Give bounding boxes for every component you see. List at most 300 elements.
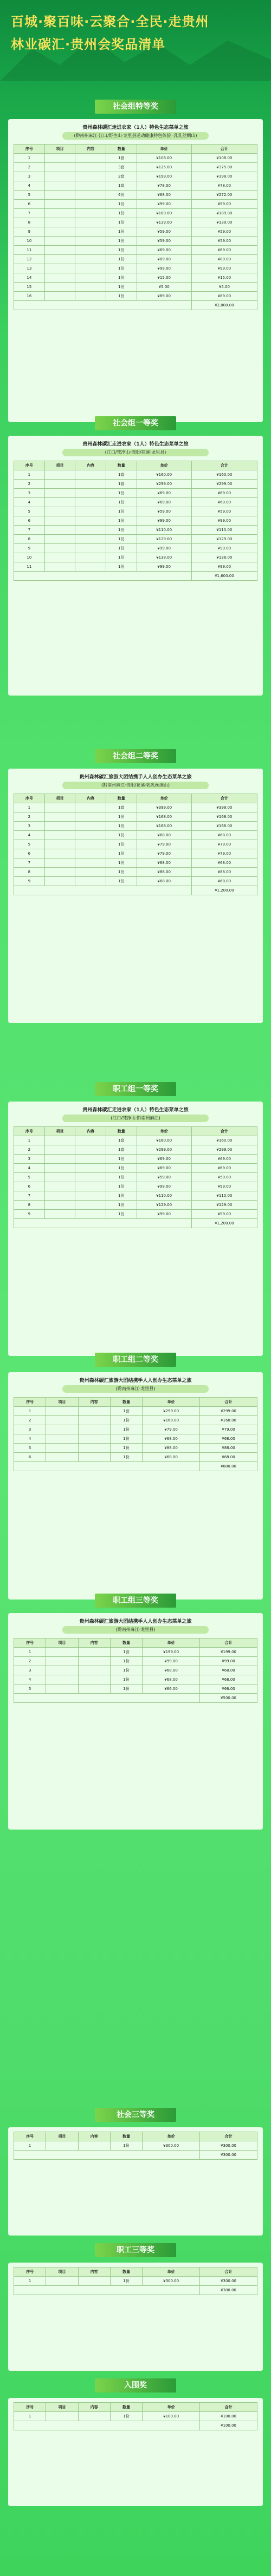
table-cell: 2 [14,1145,45,1155]
table-header: 单价 [137,794,191,803]
prize-card [8,769,263,1023]
table-cell [75,154,106,163]
table-cell [75,1210,106,1219]
table-cell [75,273,106,283]
table-row [14,1675,257,1684]
table-cell [78,2277,110,2286]
table-row [14,868,257,877]
table-cell: 2 [14,1657,46,1666]
table-cell: ¥272.00 [191,191,257,200]
table-row [14,526,257,535]
table-cell [44,1201,75,1210]
table-cell [75,812,106,822]
table-cell [44,1210,75,1219]
section-banner: 职工组一等奖 [95,1082,176,1096]
table-header: 项目 [44,145,75,154]
table-cell: ¥199.00 [137,172,191,181]
table-header: 项目 [46,2267,78,2277]
table-cell: ¥99.00 [137,200,191,209]
table-cell: ¥398.00 [191,172,257,181]
table-cell: 6 [14,1182,45,1191]
table-cell [78,1425,110,1434]
table-cell: 3 [14,1155,45,1164]
table-cell [44,1182,75,1191]
table-cell: ¥79.00 [200,1425,257,1434]
table-cell [44,1155,75,1164]
table-cell: ¥89.00 [137,292,191,301]
table-cell [44,191,75,200]
table-cell [46,1416,78,1425]
table-cell: 1份 [106,283,137,292]
table-cell: 2 [14,480,45,489]
table-cell [44,812,75,822]
table-row [14,1145,257,1155]
table-cell: 1份 [106,507,137,516]
table-cell: 1 [14,1407,46,1416]
table-cell [46,2141,78,2151]
table-cell: 1 [14,470,45,480]
table-header: 内容 [75,145,106,154]
section-banner: 职工组二等奖 [95,1353,176,1367]
table-cell: 1份 [110,1675,142,1684]
table-cell: 2 [14,1416,46,1425]
table-header: 合计 [191,1127,257,1136]
table-cell: ¥79.00 [137,840,191,849]
table-cell: 1份 [106,200,137,209]
section-banner: 社会组二等奖 [95,749,176,763]
table-cell: 1份 [106,1155,137,1164]
table-row [14,535,257,544]
table-cell: 1份 [106,553,137,562]
prize-table [14,144,257,310]
table-cell: ¥69.00 [137,489,191,498]
table-cell: 3套 [106,163,137,172]
table-cell: 3 [14,1666,46,1675]
table-header: 序号 [14,1127,45,1136]
table-cell [44,535,75,544]
table-cell [46,1666,78,1675]
table-cell: ¥59.00 [137,227,191,237]
table-cell: ¥99.00 [191,516,257,526]
table-cell [75,822,106,831]
table-cell: 1 [14,154,45,163]
table-cell: ¥99.00 [200,1657,257,1666]
table-cell [75,516,106,526]
table-cell: ¥99.00 [137,516,191,526]
prize-table [14,1126,257,1228]
table-cell: 4 [14,831,45,840]
table-cell: ¥299.00 [200,1407,257,1416]
table-row [14,1173,257,1182]
table-cell: 5 [14,1684,46,1694]
card-caption: 贵州森林碳汇旅游大团结携手人人创办生态菜单之旅 [79,1378,192,1384]
card-caption: 贵州森林碳汇走进农家（1人）特色生态菜单之旅 [82,1107,189,1113]
table-cell: 5 [14,191,45,200]
table-header: 项目 [46,1398,78,1407]
table-cell [46,1657,78,1666]
table-row [14,1201,257,1210]
table-cell [44,154,75,163]
table-cell [46,1648,78,1657]
table-header: 数量 [110,2267,142,2277]
table-header: 合计 [200,2403,257,2412]
table-row [14,831,257,840]
table-cell: ¥99.00 [137,1210,191,1219]
table-cell: 3 [14,489,45,498]
table-cell [75,498,106,507]
table-row [14,237,257,246]
table-cell: ¥68.00 [200,1434,257,1444]
table-cell: ¥168.00 [143,1416,200,1425]
table-cell: 1份 [106,498,137,507]
table-cell [44,516,75,526]
table-cell: ¥399.00 [191,803,257,812]
table-cell: ¥59.00 [191,227,257,237]
table-cell: ¥299.00 [191,480,257,489]
table-row [14,200,257,209]
total-value: ¥100.00 [200,2421,257,2430]
card-caption: 贵州森林碳汇旅游大团结携手人人创办生态菜单之旅 [79,775,192,780]
table-header: 内容 [78,2267,110,2277]
table-cell [75,246,106,255]
table-header: 数量 [106,461,137,470]
table-cell [44,849,75,858]
table-cell [75,172,106,181]
table-cell: 3 [14,1425,46,1434]
table-header: 内容 [75,1127,106,1136]
table-cell [78,1434,110,1444]
table-header: 序号 [14,2403,46,2412]
table-cell [78,1407,110,1416]
table-header: 项目 [46,2403,78,2412]
table-header: 数量 [110,1398,142,1407]
table-row [14,255,257,264]
table-header: 序号 [14,461,45,470]
table-cell [46,1425,78,1434]
table-row [14,2412,257,2421]
total-value: ¥2,000.00 [191,301,257,310]
table-header: 序号 [14,2132,46,2141]
table-cell: ¥139.00 [191,218,257,227]
table-cell: 1 [14,2141,46,2151]
table-header: 项目 [46,1638,78,1648]
table-cell: ¥79.00 [191,849,257,858]
table-cell: ¥168.00 [191,822,257,831]
table-cell: 6 [14,200,45,209]
table-cell: ¥68.00 [191,858,257,868]
table-row [14,191,257,200]
table-cell: ¥110.00 [137,526,191,535]
table-cell: ¥68.00 [137,858,191,868]
table-header: 序号 [14,1398,46,1407]
table-cell [44,498,75,507]
table-cell: ¥300.00 [143,2277,200,2286]
table-cell: ¥160.00 [137,1136,191,1145]
table-cell [75,264,106,273]
table-cell: ¥69.00 [137,1155,191,1164]
table-cell [75,868,106,877]
table-cell: ¥99.00 [191,562,257,572]
table-cell: ¥99.00 [137,544,191,553]
table-row [14,273,257,283]
table-cell: 1份 [106,1201,137,1210]
table-cell: 9 [14,1210,45,1219]
table-cell: 11 [14,246,45,255]
table-cell [78,1657,110,1666]
table-cell: 1份 [106,489,137,498]
table-cell [75,163,106,172]
table-cell: ¥68.00 [143,1666,200,1675]
table-cell: 10 [14,553,45,562]
table-cell: 6 [14,849,45,858]
table-cell: 1份 [106,849,137,858]
table-row [14,1434,257,1444]
table-cell [44,218,75,227]
table-cell [44,868,75,877]
table-cell: ¥108.00 [191,154,257,163]
table-cell [78,1453,110,1462]
table-cell: 4 [14,498,45,507]
table-row [14,163,257,172]
table-cell: 4份 [106,191,137,200]
card-caption: 贵州森林碳汇走进农家（1人）特色生态菜单之旅 [82,125,189,130]
table-cell: 1份 [106,1191,137,1201]
prize-table [14,2267,257,2295]
table-header: 序号 [14,1638,46,1648]
table-cell [44,246,75,255]
table-cell: ¥68.00 [137,191,191,200]
table-cell: ¥160.00 [191,470,257,480]
table-cell: 1份 [106,264,137,273]
table-cell: 4 [14,181,45,191]
table-cell: 12 [14,255,45,264]
table-row [14,2277,257,2286]
total-value: ¥300.00 [200,2286,257,2295]
prize-table [14,794,257,895]
table-header: 数量 [110,1638,142,1648]
table-cell [46,1453,78,1462]
table-row [14,1666,257,1675]
table-cell [75,526,106,535]
table-row [14,1684,257,1694]
table-cell [75,1173,106,1182]
table-header: 合计 [200,1638,257,1648]
table-cell [44,877,75,886]
table-row [14,1416,257,1425]
table-cell: 1套 [106,1136,137,1145]
table-cell: 1份 [110,1657,142,1666]
table-cell: ¥160.00 [191,1136,257,1145]
table-cell: ¥199.00 [143,1648,200,1657]
table-cell: ¥78.00 [191,181,257,191]
table-cell: 1份 [106,877,137,886]
table-cell: ¥79.00 [143,1425,200,1434]
table-cell: 15 [14,283,45,292]
table-cell: 5 [14,840,45,849]
table-header: 数量 [106,145,137,154]
table-cell: ¥168.00 [191,812,257,822]
table-cell [46,1444,78,1453]
table-cell: 1套 [106,181,137,191]
table-cell: 2 [14,812,45,822]
table-cell: ¥399.00 [137,803,191,812]
table-cell: 9 [14,877,45,886]
table-cell: ¥15.00 [137,273,191,283]
table-header: 序号 [14,145,45,154]
section-banner: 社会三等奖 [95,2108,176,2122]
table-cell [75,840,106,849]
table-cell: 3 [14,172,45,181]
table-cell: ¥69.00 [191,489,257,498]
total-value: ¥1,200.00 [191,886,257,895]
card-caption: 贵州森林碳汇走进农家（1人）特色生态菜单之旅 [82,442,189,447]
card-subcaption: (黔南州麻江·贵阳/花溪·乳乳丝绸山) [62,782,209,789]
table-cell [44,544,75,553]
table-cell [44,264,75,273]
table-cell [44,526,75,535]
table-cell: ¥108.00 [137,154,191,163]
table-cell: ¥299.00 [137,480,191,489]
table-cell: 1套 [106,470,137,480]
table-cell: 1份 [106,535,137,544]
table-cell: ¥68.00 [200,1675,257,1684]
table-cell [78,1648,110,1657]
table-row [14,1444,257,1453]
table-header: 数量 [106,1127,137,1136]
table-cell: ¥68.00 [137,831,191,840]
table-cell [75,535,106,544]
table-cell [75,1201,106,1210]
table-row [14,1425,257,1434]
table-cell [75,1155,106,1164]
table-row [14,283,257,292]
card-subcaption: (江口/梵净山·黔南州麻江) [62,1115,209,1122]
table-row [14,840,257,849]
table-cell [75,831,106,840]
table-cell: ¥110.00 [137,1191,191,1201]
table-row [14,264,257,273]
table-cell: 1份 [106,562,137,572]
table-cell: ¥129.00 [137,1201,191,1210]
prize-card [8,1613,263,1830]
table-cell: 1份 [106,218,137,227]
table-cell: 7 [14,209,45,218]
table-cell: 1份 [106,1182,137,1191]
total-label [14,1462,200,1471]
table-cell: ¥99.00 [137,264,191,273]
section-banner: 职工三等奖 [95,2243,176,2257]
table-cell: ¥59.00 [137,237,191,246]
table-cell: ¥99.00 [143,1657,200,1666]
table-cell: ¥69.00 [191,1155,257,1164]
table-cell: ¥89.00 [191,255,257,264]
total-label [14,886,192,895]
table-cell: ¥300.00 [200,2277,257,2286]
table-row [14,1210,257,1219]
table-cell: ¥5.00 [137,283,191,292]
table-cell: 10 [14,237,45,246]
table-header: 合计 [191,794,257,803]
table-header: 项目 [44,1127,75,1136]
table-cell: ¥88.00 [143,1444,200,1453]
table-cell: ¥110.00 [191,526,257,535]
table-row [14,858,257,868]
table-cell: 16 [14,292,45,301]
total-value: ¥1,200.00 [191,1219,257,1228]
table-header: 内容 [75,794,106,803]
prize-table [14,461,257,581]
table-cell: 1份 [110,2141,142,2151]
table-cell: 7 [14,858,45,868]
table-header: 合计 [200,2267,257,2277]
table-cell [78,1444,110,1453]
table-cell: ¥69.00 [191,1164,257,1173]
table-cell: ¥189.00 [191,209,257,218]
table-header: 单价 [143,2267,200,2277]
table-cell: ¥68.00 [191,831,257,840]
table-header: 数量 [110,2132,142,2141]
table-cell: ¥68.00 [143,1453,200,1462]
table-cell: ¥100.00 [143,2412,200,2421]
table-cell: 11 [14,562,45,572]
table-row [14,1453,257,1462]
table-header: 合计 [191,145,257,154]
table-cell: ¥168.00 [137,822,191,831]
table-cell [44,172,75,181]
table-cell [75,209,106,218]
table-row [14,470,257,480]
table-cell [44,803,75,812]
total-value: ¥800.00 [200,1462,257,1471]
total-label [14,2286,200,2295]
table-cell: ¥100.00 [200,2412,257,2421]
table-cell: 1份 [106,526,137,535]
prize-card [8,1102,263,1356]
table-cell [44,237,75,246]
table-header: 单价 [143,1638,200,1648]
table-cell: 2套 [106,172,137,181]
table-row [14,516,257,526]
table-cell: ¥168.00 [200,1416,257,1425]
table-row [14,1657,257,1666]
table-cell [44,181,75,191]
table-cell: 1份 [106,831,137,840]
table-cell [78,1684,110,1694]
table-cell: 1份 [106,227,137,237]
section-banner: 社会组特等奖 [95,100,176,114]
table-cell: ¥69.00 [137,498,191,507]
table-cell: 1份 [110,1434,142,1444]
table-header: 单价 [137,1127,191,1136]
table-cell: ¥68.00 [191,877,257,886]
table-cell [44,227,75,237]
table-cell: 4 [14,1434,46,1444]
card-caption: 贵州森林碳汇旅游大团结携手人人创办生态菜单之旅 [79,1619,192,1624]
table-cell: 1套 [110,1648,142,1657]
table-cell [46,2412,78,2421]
table-cell [75,877,106,886]
table-cell: 1 [14,2277,46,2286]
table-cell [75,283,106,292]
table-cell [75,1136,106,1145]
table-cell: 5 [14,1444,46,1453]
table-cell [44,255,75,264]
prize-card [8,1372,263,1600]
table-cell [44,283,75,292]
table-header: 合计 [200,1398,257,1407]
table-row [14,209,257,218]
table-header: 内容 [75,461,106,470]
